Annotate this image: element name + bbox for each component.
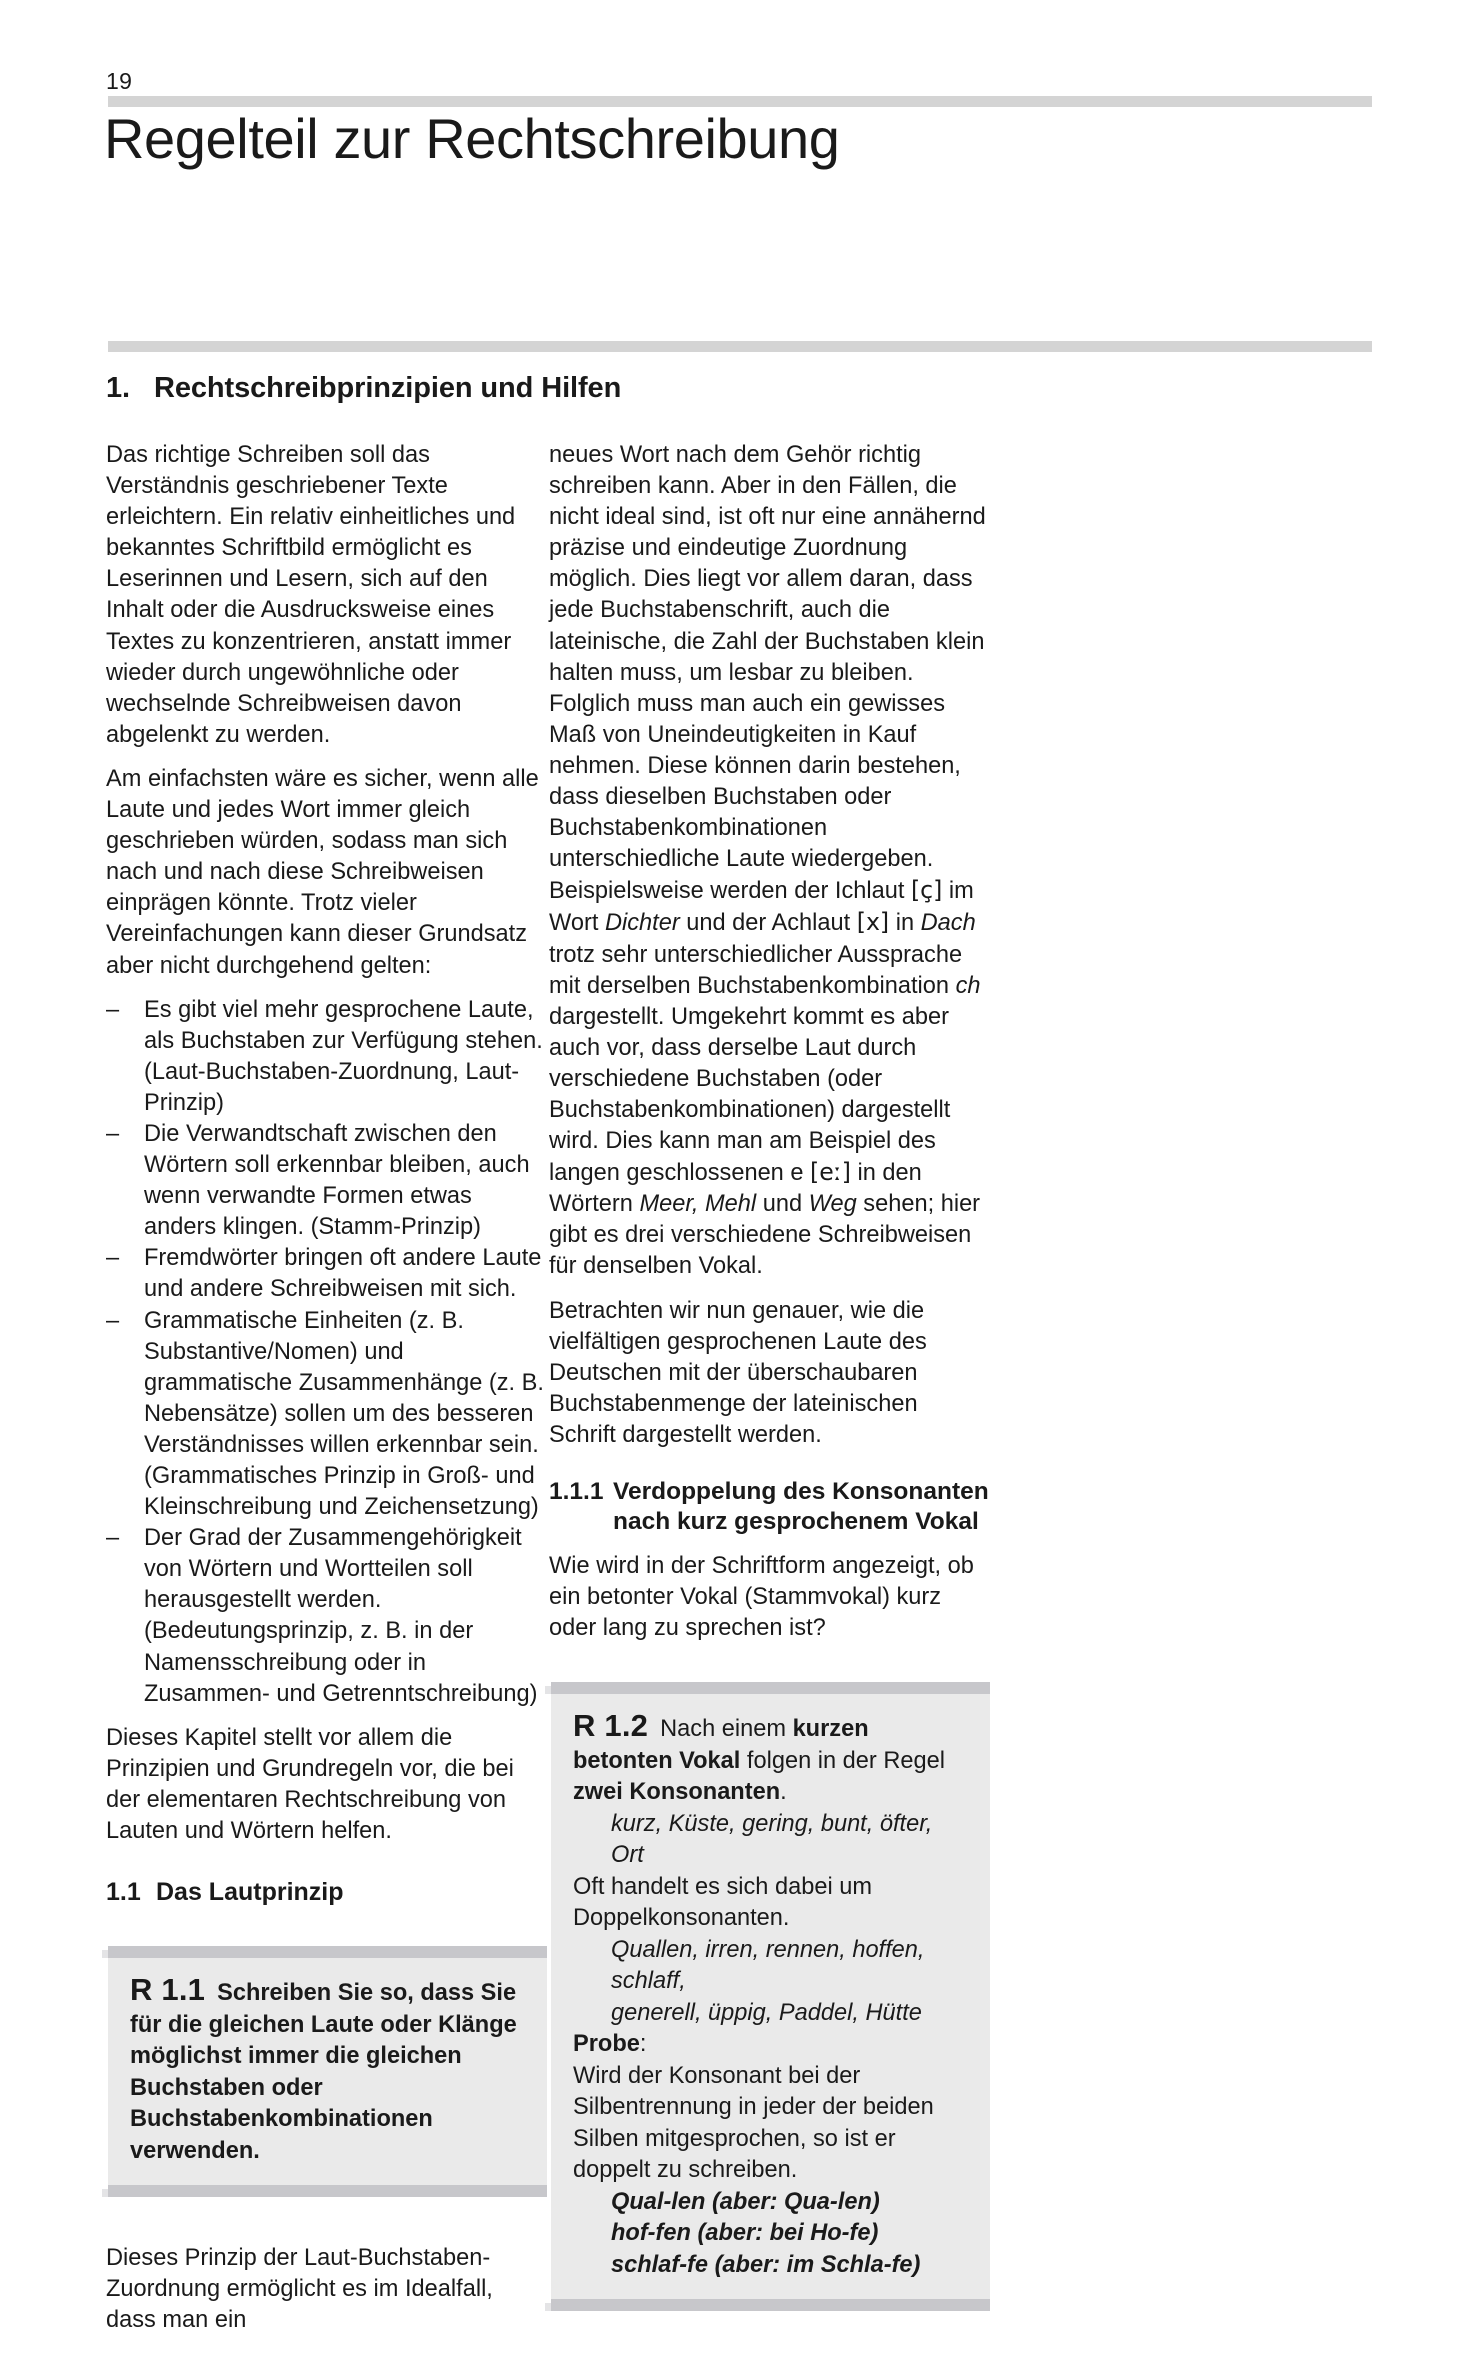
list-item-text: Es gibt viel mehr gesprochene Laute, als Buchstaben zur Verfügung stehen. (Laut-Buchstaben-Zuordnung, Laut-Prinzip) xyxy=(144,996,543,1116)
emphasis-zwei-konsonanten: zwei Konsonanten xyxy=(573,1779,781,1806)
text-run: Nach einem xyxy=(660,1716,793,1743)
heading-1-1-1-line1: Verdoppelung des Konsonanten xyxy=(613,1478,989,1505)
rule-r12-probe-text: Wird der Konsonant bei der Silbentrennung in jeder der beiden Silben mitgesprochen, so ist er doppelt zu schreiben. xyxy=(573,2062,934,2184)
left-column xyxy=(106,440,547,2350)
rule-r12-doppelkonsonanten: Oft handelt es sich dabei um Doppelkonsonanten. xyxy=(573,1873,873,1932)
paragraph-betrachten: Betrachten wir nun genauer, wie die vielfältigen gesprochenen Laute des Deutschen mit der überschaubaren Buchstabenmenge der lateinischen Schrift dargestellt werden. xyxy=(549,1297,927,1448)
probe-colon: : xyxy=(639,2031,647,2058)
heading-1-1-1-number: 1.1.1 xyxy=(549,1478,604,1505)
rule-r12-examples-1: kurz, Küste, gering, bunt, öfter, Ort xyxy=(611,1810,933,1869)
rule-box-r11 xyxy=(108,1958,547,2185)
rule-r12-examples-2-line2: generell, üppig, Paddel, Hütte xyxy=(611,1999,922,2026)
italic-weg: Weg xyxy=(808,1191,857,1218)
italic-dach: Dach xyxy=(920,910,976,937)
text-run: . xyxy=(780,1779,787,1806)
text-run: trotz sehr unterschiedlicher Aussprache mit derselben Buchstabenkombination xyxy=(549,941,963,999)
section-number: 1. xyxy=(106,372,130,404)
dash-marker: – xyxy=(106,1245,120,1272)
rule-r11-id: R 1.1 xyxy=(130,1972,206,2008)
paragraph-continuation xyxy=(549,440,990,1283)
text-run: und xyxy=(756,1191,809,1218)
rule-r12-statement xyxy=(573,1710,968,1809)
heading-1-1-title: Das Lautprinzip xyxy=(156,1878,344,1907)
section-rule xyxy=(108,341,1372,352)
rule-box-r12 xyxy=(551,1694,990,2299)
text-run: neues Wort nach dem Gehör richtig schreiben kann. Aber in den Fällen, die nicht ideal sind, ist oft nur eine annähernd präzise und eindeutige Zuordnung möglich. Dies liegt vor allem daran, dass jede Buchstabenschrift, auch die lateinische, die Zahl der Buchstaben klein halten muss, um lesbar zu bleiben. Folglich muss man auch ein gewisses Maß von Uneindeutigkeiten in Kauf nehmen. Diese können darin bestehen, dass dieselben Buchstaben oder Buchstabenkombinationen unterschiedliche Laute wiedergeben. Beispielsweise werden der Ichlaut xyxy=(549,442,986,905)
emphasis-kurzer-vokal: kurzen betonten Vokal xyxy=(573,1716,869,1774)
dash-marker: – xyxy=(106,1525,120,1552)
heading-1-1 xyxy=(106,1877,547,1908)
list-item xyxy=(106,1523,547,1710)
rule-box-r12-wrapper xyxy=(551,1666,990,2327)
italic-ch: ch xyxy=(955,972,981,999)
dash-marker: – xyxy=(106,1307,120,1334)
list-item xyxy=(106,1243,547,1305)
text-run: in den Wörtern xyxy=(549,1160,922,1218)
box-bottom-cap xyxy=(108,2185,547,2197)
heading-1-1-1-line2: nach kurz gesprochenem Vokal xyxy=(613,1508,979,1535)
rule-r11-text: Schreiben Sie so, dass Sie für die gleichen Laute oder Klänge möglichst immer die gleichen Buchstaben oder Buchstabenkombinationen verwenden. xyxy=(130,1980,517,2164)
list-item-text: Die Verwandtschaft zwischen den Wörtern soll erkennbar bleiben, auch wenn verwandte Formen etwas anders klingen. (Stamm-Prinzip) xyxy=(144,1120,530,1241)
list-item-text: Grammatische Einheiten (z. B. Substantive/Nomen) und grammatische Zusammenhänge (z. B. Nebensätze) sollen um des besseren Verständnisses willen erkennbar sein. (Grammatisches Prinzip in Groß- und Kleinschreibung und Zeichensetzung) xyxy=(144,1307,544,1521)
section-title: Rechtschreibprinzipien und Hilfen xyxy=(154,372,622,404)
list-item xyxy=(106,1306,547,1524)
rule-r12-id: R 1.2 xyxy=(573,1708,649,1744)
list-item xyxy=(106,995,547,1119)
ipa-long-e: [eː] xyxy=(810,1158,851,1187)
ipa-ach-laut: [x] xyxy=(856,908,890,937)
rule-r12-example-3-1: hof-fen (aber: bei Ho-fe) xyxy=(611,2220,879,2247)
principles-list xyxy=(106,995,547,1710)
italic-meer-mehl: Meer, Mehl xyxy=(639,1191,757,1218)
paragraph-intro-2: Am einfachsten wäre es sicher, wenn alle Laute und jedes Wort immer gleich geschrieben würden, sodass man sich nach und nach diese Schreibweisen einprägen könnte. Trotz vieler Vereinfachungen kann dieser Grundsatz aber nicht durchgehend gelten: xyxy=(106,765,539,979)
text-run: und der Achlaut xyxy=(679,910,857,937)
rule-r11-content xyxy=(130,1974,525,2167)
text-run: sehen; hier gibt es drei verschiedene Schreibweisen für denselben Vokal. xyxy=(549,1191,981,1280)
box-top-cap xyxy=(551,1682,990,1694)
rule-box-r11-wrapper xyxy=(108,1930,547,2213)
heading-1-1-1 xyxy=(549,1477,990,1537)
rule-r12-examples-2-line1: Quallen, irren, rennen, hoffen, schlaff, xyxy=(611,1936,925,1995)
box-bottom-cap xyxy=(551,2299,990,2311)
box-top-cap xyxy=(108,1946,547,1958)
paragraph-intro-1: Das richtige Schreiben soll das Verständnis geschriebener Texte erleichtern. Ein relativ einheitliches und bekanntes Schriftbild ermöglicht es Leserinnen und Lesern, sich auf den Inhalt oder die Ausdrucksweise eines Textes zu konzentrieren, anstatt immer wieder durch ungewöhnliche oder wechselnde Schreibweisen davon abgelenkt zu werden. xyxy=(106,442,516,748)
section-heading xyxy=(106,372,621,405)
text-run: in xyxy=(889,910,921,937)
dash-marker: – xyxy=(106,1120,120,1147)
text-run: im Wort xyxy=(549,878,974,937)
paragraph-chapter-summary: Dieses Kapitel stellt vor allem die Prinzipien und Grundregeln vor, die bei der elementaren Rechtschreibung von Lauten und Wörtern helfen. xyxy=(106,1724,514,1845)
page-number: 19 xyxy=(106,68,133,94)
probe-label: Probe xyxy=(573,2031,640,2058)
paragraph-laut-buchstaben: Dieses Prinzip der Laut-Buchstaben-Zuordnung ermöglicht es im Idealfall, dass man ein xyxy=(106,2245,493,2334)
ipa-ich-laut: [ç] xyxy=(910,876,943,905)
list-item-text: Der Grad der Zusammengehörigkeit von Wörtern und Wortteilen soll herausgestellt werden. (Bedeutungsprinzip, z. B. in der Namensschreibung oder in Zusammen- und Getrenntschreibung) xyxy=(144,1525,538,1707)
rule-r12-probe-label-row xyxy=(573,2029,968,2061)
rule-r12-example-3-0: Qual-len (aber: Qua-len) xyxy=(611,2188,880,2215)
dash-marker: – xyxy=(106,996,120,1023)
right-column xyxy=(549,440,990,2357)
text-run: folgen in der Regel xyxy=(740,1747,945,1774)
list-item xyxy=(106,1119,547,1243)
heading-1-1-number: 1.1 xyxy=(106,1878,141,1907)
text-run: dargestellt. Umgekehrt kommt es aber auch vor, dass derselbe Laut durch verschiedene Buchstaben (oder Buchstabenkombinationen) dargestellt wird. Dies kann man am Beispiel des langen geschlossenen e xyxy=(549,1003,951,1187)
italic-dichter: Dichter xyxy=(604,910,680,937)
list-item-text: Fremdwörter bringen oft andere Laute und andere Schreibweisen mit sich. xyxy=(144,1245,542,1303)
rule-r12-example-3-2: schlaf-fe (aber: im Schla-fe) xyxy=(611,2251,921,2278)
paragraph-wie-wird: Wie wird in der Schriftform angezeigt, ob ein betonter Vokal (Stammvokal) kurz oder lang zu sprechen ist? xyxy=(549,1553,974,1642)
page-title: Regelteil zur Rechtschreibung xyxy=(104,107,840,170)
